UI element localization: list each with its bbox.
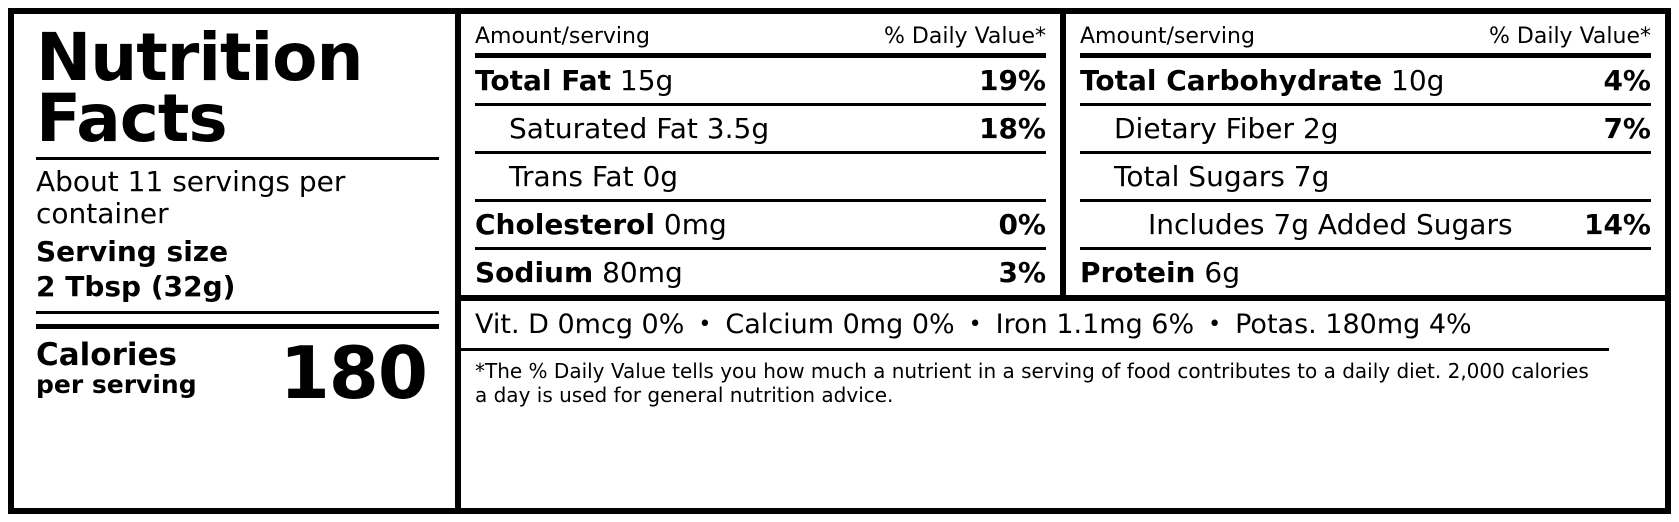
calories-block <box>36 331 439 416</box>
serving-size-label: Serving size <box>36 235 229 269</box>
right-side-spacer <box>461 408 1665 508</box>
divider-under-title <box>36 157 439 160</box>
left-column-spacer <box>36 406 439 508</box>
nutrient-name: Includes 7g Added Sugars <box>1148 208 1513 241</box>
calories-label: Calories <box>36 337 177 374</box>
nutrient-row-total-carbohydrate <box>1080 53 1651 103</box>
bullet-separator-icon: • <box>698 312 712 337</box>
nutrient-amount: 80mg <box>602 256 683 289</box>
nutrient-name-amount <box>1080 64 1444 97</box>
servings-per-container: About 11 servings per container <box>36 165 346 230</box>
micronutrient-potassium: Potas. 180mg 4% <box>1235 309 1472 340</box>
nutrient-name: Saturated Fat <box>509 112 698 145</box>
nutrient-daily-value: 4% <box>1603 64 1651 97</box>
nutrient-amount: 7g <box>1293 160 1330 193</box>
nutrient-daily-value: 3% <box>998 256 1046 289</box>
nutrient-amount: 0g <box>642 160 679 193</box>
micronutrient-row <box>461 295 1665 348</box>
divider-under-serving-size <box>36 311 439 314</box>
nutrient-column-right <box>1060 14 1665 295</box>
divider-above-calories <box>36 324 439 329</box>
nutrient-row-added-sugars <box>1080 199 1651 247</box>
micronutrient-iron: Iron 1.1mg 6% <box>995 309 1195 340</box>
nutrient-row-protein <box>1080 247 1651 295</box>
nutrient-row-cholesterol <box>475 199 1046 247</box>
nutrient-row-total-sugars <box>1080 151 1651 199</box>
nutrient-name: Trans Fat <box>509 160 634 193</box>
label-right-side <box>461 14 1665 508</box>
label-left-column <box>14 14 461 508</box>
page-title: Nutrition Facts <box>36 19 363 157</box>
nutrient-name-amount <box>509 112 769 145</box>
serving-size-value: 2 Tbsp (32g) <box>36 270 236 304</box>
nutrient-name: Cholesterol <box>475 208 655 241</box>
column-header-right <box>1080 24 1651 53</box>
nutrition-facts-label <box>8 8 1671 514</box>
nutrient-row-dietary-fiber <box>1080 103 1651 151</box>
nutrient-row-total-fat <box>475 53 1046 103</box>
nutrient-name-amount <box>1114 160 1329 193</box>
nutrient-name-amount <box>475 208 727 241</box>
nutrient-amount: 0mg <box>663 208 727 241</box>
bullet-separator-icon: • <box>968 312 982 337</box>
nutrient-amount: 2g <box>1302 112 1339 145</box>
nutrient-name: Total Carbohydrate <box>1080 64 1383 97</box>
nutrient-amount: 15g <box>619 64 674 97</box>
nutrient-columns <box>461 14 1665 295</box>
calories-sublabel: per serving <box>36 369 197 399</box>
column-header-left <box>475 24 1046 53</box>
calories-text <box>36 339 197 406</box>
nutrient-amount: 6g <box>1204 256 1240 289</box>
nutrient-name-amount <box>475 64 673 97</box>
amount-per-serving-header: Amount/serving <box>1080 24 1255 49</box>
nutrient-name-amount <box>1080 256 1240 289</box>
nutrient-name-amount <box>1114 112 1339 145</box>
nutrient-daily-value: 19% <box>978 64 1046 97</box>
nutrient-column-left <box>461 14 1060 295</box>
nutrient-name: Total Sugars <box>1114 160 1285 193</box>
nutrient-name: Dietary Fiber <box>1114 112 1295 145</box>
amount-per-serving-header: Amount/serving <box>475 24 650 49</box>
nutrient-row-saturated-fat <box>475 103 1046 151</box>
nutrient-name: Sodium <box>475 256 594 289</box>
nutrient-name-amount <box>1148 208 1513 241</box>
nutrient-row-sodium <box>475 247 1046 295</box>
calories-value: 180 <box>279 331 427 416</box>
bullet-separator-icon: • <box>1208 312 1222 337</box>
nutrient-name: Total Fat <box>475 64 612 97</box>
nutrient-name: Protein <box>1080 256 1196 289</box>
nutrient-daily-value: 7% <box>1603 112 1651 145</box>
micronutrient-vitamin-d: Vit. D 0mcg 0% <box>475 309 685 340</box>
nutrient-daily-value: 0% <box>998 208 1046 241</box>
daily-value-footnote: *The % Daily Value tells you how much a nutrient in a serving of food contributes to a daily diet. 2,000 calories a day is used for general nutrition advice. <box>461 348 1609 408</box>
nutrient-daily-value: 14% <box>1583 208 1651 241</box>
nutrient-name-amount <box>509 160 678 193</box>
nutrient-daily-value: 18% <box>978 112 1046 145</box>
micronutrient-calcium: Calcium 0mg 0% <box>725 309 955 340</box>
nutrient-row-trans-fat <box>475 151 1046 199</box>
nutrient-amount: 10g <box>1391 64 1445 97</box>
daily-value-header: % Daily Value* <box>884 24 1046 49</box>
nutrient-name-amount <box>475 256 683 289</box>
daily-value-header: % Daily Value* <box>1489 24 1651 49</box>
nutrient-amount: 3.5g <box>706 112 770 145</box>
